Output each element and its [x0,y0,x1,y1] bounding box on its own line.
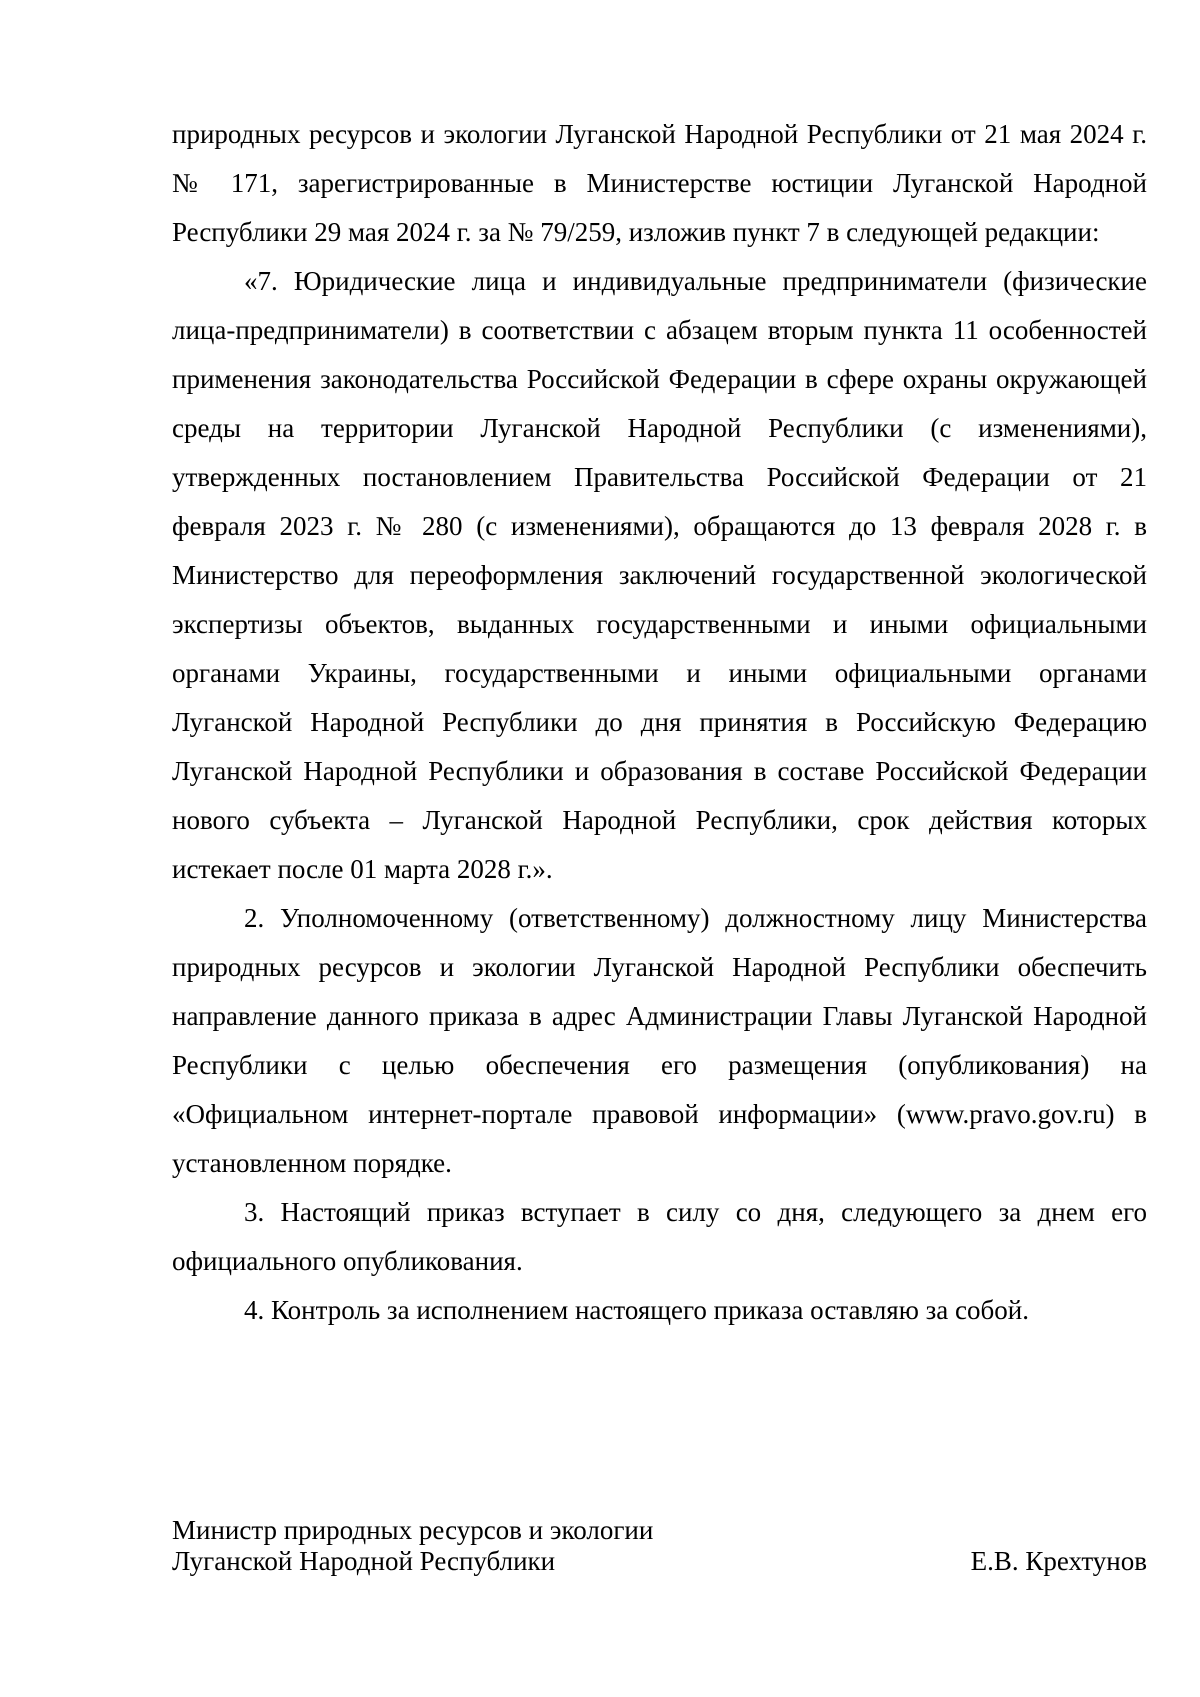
paragraph-point-2: 2. Уполномоченному (ответственному) должностному лицу Министерства природных ресурсов и экологии Луганской Народной Республики обеспечить направление данного приказа в адрес Администрации Главы Луганской Народной Республики с целью обеспечения его размещения (опубликования) на «Официальном интернет-портале правовой информации» (www.pravo.gov.ru) в установленном порядке. [172,903,1147,1178]
paragraph-intro-continuation: природных ресурсов и экологии Луганской Народной Республики от 21 мая 2024 г. № 171, зарегистрированные в Министерстве юстиции Луганской Народной Республики 29 мая 2024 г. за № 79/259, изложив пункт 7 в следующей редакции: [172,119,1147,247]
signatory-position-line-1: Министр природных ресурсов и экологии [172,1515,654,1545]
signatory-position [172,1515,653,1577]
paragraph-point-7: «7. Юридические лица и индивидуальные предприниматели (физические лица-предприниматели) в соответствии с абзацем вторым пункта 11 особенностей применения законодательства Российской Федерации в сфере охраны окружающей среды на территории Луганской Народной Республики (с изменениями), утвержденных постановлением Правительства Российской Федерации от 21 февраля 2023 г. № 280 (с изменениями), обращаются до 13 февраля 2028 г. в Министерство для переоформления заключений государственной экологической экспертизы объектов, выданных государственными и иными официальными органами Украины, государственными и иными официальными органами Луганской Народной Республики до дня принятия в Российскую Федерацию Луганской Народной Республики и образования в составе Российской Федерации нового субъекта – Луганской Народной Республики, срок действия которых истекает после 01 марта 2028 г.». [172,266,1147,884]
signature-block [172,1515,1147,1577]
paragraph-point-3: 3. Настоящий приказ вступает в силу со дня, следующего за днем его официального опубликования. [172,1197,1147,1276]
signatory-name: Е.В. Крехтунов [970,1546,1147,1576]
signatory-position-line-2: Луганской Народной Республики [172,1546,556,1576]
document-body [172,110,1147,1335]
paragraph-point-4: 4. Контроль за исполнением настоящего приказа оставляю за собой. [244,1295,1029,1325]
